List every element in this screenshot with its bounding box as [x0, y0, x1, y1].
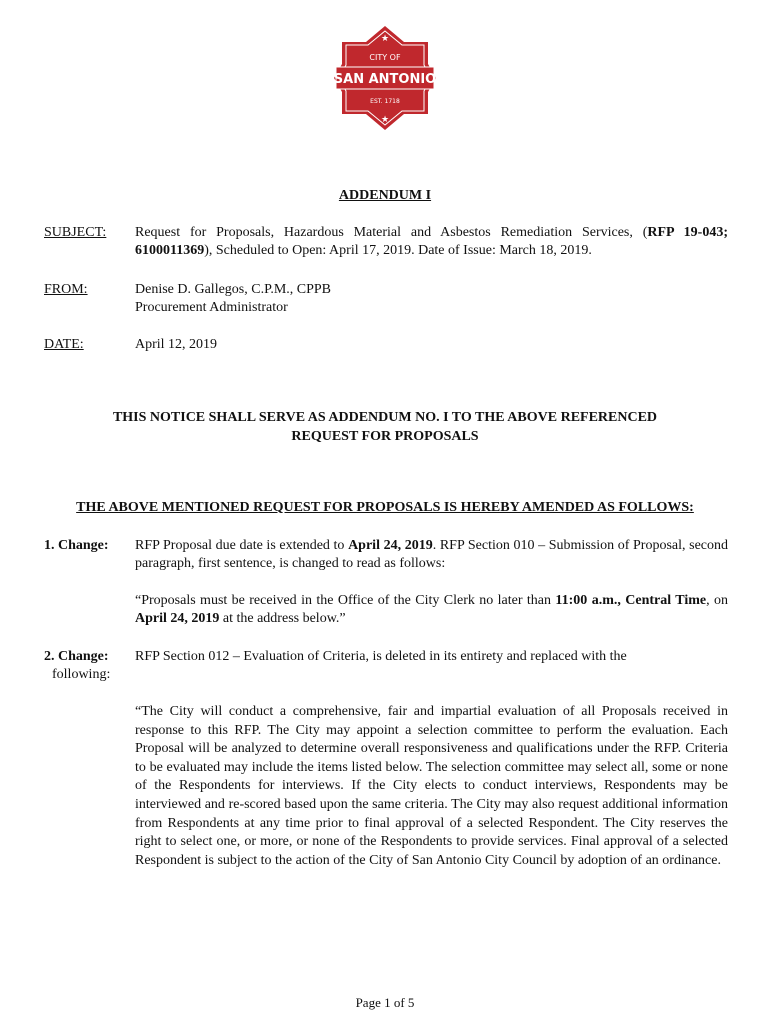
from-name: Denise D. Gallegos, C.P.M., CPPB	[135, 282, 332, 297]
document-page: ★ CITY OF SAN ANTONIO EST. 1718 ★ ADDENDUM I SUBJECT: Request for Proposals, Hazardous Material and Asbestos Remediation Services, (RFP 19-043; 6100011369), Scheduled to Open: April 17, 2019. Date of Issue: March 18, 2019. FROM: Denise D. Gallegos, C.P.M., CPPB Procurement Administrator DATE: April 12, 2019 THIS NOTICE SHALL SERVE AS ADDENDUM NO. I TO THE ABOVE REFERENCED REQUEST FOR PROPOSALS THE ABOVE MENTIONED REQUEST FOR PROPOSALS IS HEREBY AMENDED AS FOLLOWS: 1. Change: RFP Proposal due date is extended to April 24, 2019. RFP Section 010 – Submission of Proposal, second paragraph, first sentence, is changed to read as follows: “Proposals must be received in the Office of the City Clerk no later than 11:00 a.m., Central Time, on April 24, 2019 at the address below.” 2. Change: RFP Section 012 – Evaluation of Criteria, is deleted in its entirety and replaced with the following: “The City will conduct a comprehensive, fair and impartial evaluation of all Proposals received in response to this RFP. The City may appoint a selection committee to perform the evaluation. Each Proposal will be analyzed to determine overall responsiveness and qualifications under the RFP. Criteria to be evaluated may include the items listed below. The selection committee may select all, some or none of the Respondents for interviews. If the City elects to conduct interviews, Respondents may be interviewed and re-scored based upon the same criteria. The City may also request additional information from Respondents at any time prior to final approval of a selected Respondent. The City reserves the right to select one, or more, or none of the Respondents to provide services. Final approval of a selected Respondent is subject to the action of the City of San Antonio City Council by adoption of an ordinance. Page 1 of 5	[0, 0, 770, 1024]
page-number: Page 1 of 5	[355, 995, 415, 1010]
logo-city-of: CITY OF	[369, 53, 401, 62]
svg-text:★: ★	[380, 34, 390, 44]
subject-label: SUBJECT:	[44, 225, 107, 240]
change-2-quote: “The City will conduct a comprehensive, fair and impartial evaluation of all Proposals received in response to this RFP. The City may appoint a selection committee to perform the evaluation. Each Proposal will be analyzed to determine overall responsiveness and qualifications under the RFP. Criteria to be evaluated may include the items listed below. The selection committee may select all, some or none of the Respondents for interviews. If the City elects to conduct interviews, Respondents may be interviewed and re-scored based upon the same criteria. The City may also request additional information from Respondents at any time prior to final approval of a selected Respondent. The City reserves the right to select one, or more, or none of the Respondents to provide services. Final approval of a selected Respondent is subject to the action of the City of San Antonio City Council by adoption of an ordinance.	[135, 704, 728, 868]
addendum-title: ADDENDUM I	[338, 188, 432, 203]
amended-heading: THE ABOVE MENTIONED REQUEST FOR PROPOSALS IS HEREBY AMENDED AS FOLLOWS:	[76, 500, 694, 515]
svg-text:★: ★	[380, 115, 390, 125]
city-of-san-antonio-logo	[332, 24, 438, 132]
change-1-label: 1. Change:	[44, 538, 109, 553]
notice-heading: THIS NOTICE SHALL SERVE AS ADDENDUM NO. I TO THE ABOVE REFERENCED REQUEST FOR PROPOSALS	[112, 410, 658, 444]
change-2-text: RFP Section 012 – Evaluation of Criteria, is deleted in its entirety and replaced with the	[135, 649, 627, 664]
rfp-number: RFP 19-043; 6100011369	[135, 225, 728, 258]
date-value: April 12, 2019	[135, 337, 218, 352]
from-label: FROM:	[44, 282, 88, 297]
change-1-text: RFP Proposal due date is extended to April 24, 2019. RFP Section 010 – Submission of Proposal, second paragraph, first sentence, is changed to read as follows:	[135, 538, 728, 571]
logo-est: EST. 1718	[370, 98, 400, 105]
subject-text: Request for Proposals, Hazardous Material and Asbestos Remediation Services, (RFP 19-043; 6100011369), Scheduled to Open: April 17, 2019. Date of Issue: March 18, 2019.	[135, 225, 728, 258]
change-2-label: 2. Change:	[44, 649, 109, 664]
logo-san-antonio: SAN ANTONIO	[333, 72, 437, 87]
from-role: Procurement Administrator	[135, 300, 288, 315]
date-label: DATE:	[44, 337, 84, 352]
change-1-quote: “Proposals must be received in the Office of the City Clerk no later than 11:00 a.m., Central Time, on April 24, 2019 at the address below.”	[135, 593, 729, 626]
